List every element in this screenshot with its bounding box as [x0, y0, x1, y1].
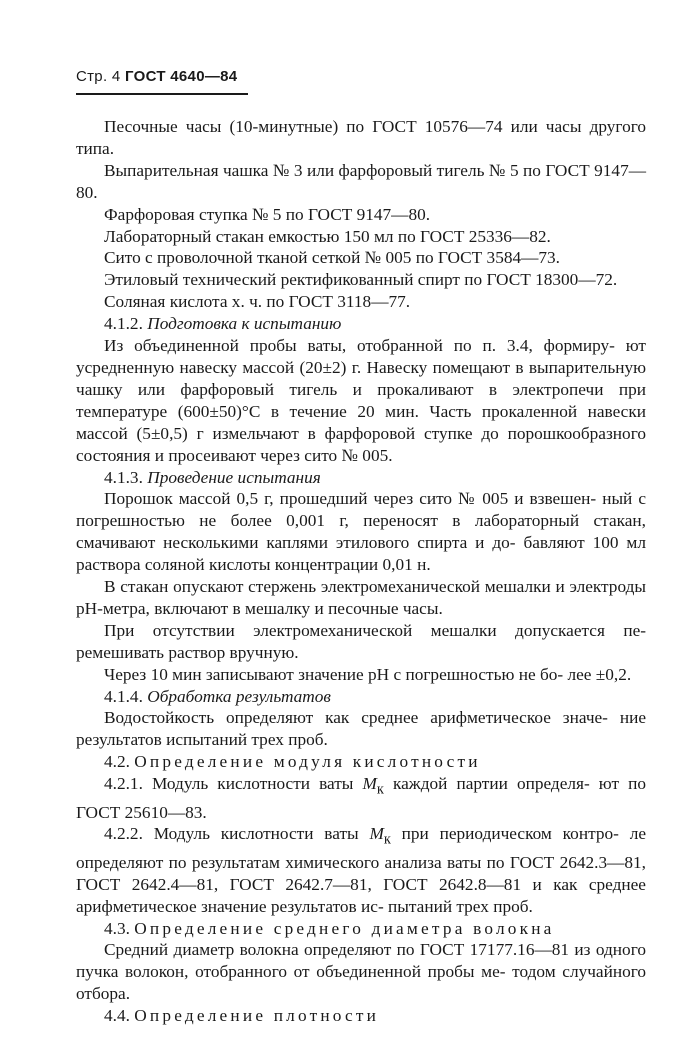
paragraph: Фарфоровая ступка № 5 по ГОСТ 9147—80. — [104, 204, 431, 224]
section-heading: 4.1.2. Подготовка к испытанию — [104, 314, 342, 334]
document-body — [76, 116, 646, 1027]
paragraph: 4.2.2. Модуль кислотности ваты $М_к$ при периодическом контро- ле определяют по результатам химического анализа ваты по ГОСТ 2642.3—81, ГОСТ 2642.4—81, ГОСТ 2642.7—81, ГОСТ 2642.8—81 и как среднее арифметическое значение результатов ис- пытаний трех проб. — [76, 824, 646, 916]
paragraph: 4.2.1. Модуль кислотности ваты $М_к$ каждой партии определя- ют по ГОСТ 25610—83. — [76, 774, 647, 822]
section-heading: 4.1.3. Проведение испытания — [104, 467, 321, 487]
paragraph: Порошок массой 0,5 г, прошедший через сито № 005 и взвешен- ный с погрешностью не более 0,001 г, переносят в лабораторный стакан, смачивают несколькими каплями этилового спирта и до- бавляют 100 мл раствора соляной кислоты концентрации 0,01 н. — [76, 489, 646, 575]
paragraph: Водостойкость определяют как среднее арифметическое значе- ние результатов испытаний трех проб. — [76, 708, 646, 750]
paragraph: Выпарительная чашка № 3 или фарфоровый тигель № 5 по ГОСТ 9147—80. — [76, 160, 646, 202]
paragraph: В стакан опускают стержень электромеханической мешалки и электроды рН-метра, включают в мешалку и песочные часы. — [76, 577, 646, 618]
paragraph: Этиловый технический ректификованный спирт по ГОСТ 18300—72. — [104, 270, 618, 290]
section-heading: 4.4. Определение плотности — [104, 1006, 380, 1026]
paragraph: Из объединенной пробы ваты, отобранной по п. 3.4, формиру- ют усредненную навеску массой (20±2) г. Навеску помещают в выпарительную чашку или фарфоровый тигель и прокаливают в электропечи при температуре (600±50)°С в течение 20 мин. Часть прокаленной навески массой (5±0,5) г измельчают в фарфоровой ступке до порошкообразного состояния и просеивают через сито № 005. — [76, 336, 647, 465]
paragraph: Лабораторный стакан емкостью 150 мл по ГОСТ 25336—82. — [104, 226, 551, 246]
section-heading: 4.2. Определение модуля кислотности — [104, 752, 481, 772]
page-label: Стр. 4 — [76, 68, 121, 85]
paragraph: Песочные часы (10-минутные) по ГОСТ 10576—74 или часы другого типа. — [76, 117, 647, 158]
paragraph: Соляная кислота х. ч. по ГОСТ 3118—77. — [104, 292, 411, 312]
header-rule — [76, 93, 248, 95]
paragraph: Средний диаметр волокна определяют по ГОСТ 17177.16—81 из одного пучка волокон, отобранного от объединенной пробы ме- тодом случайного отбора. — [76, 940, 647, 1004]
page-header — [76, 68, 237, 85]
paragraph: При отсутствии электромеханической мешалки допускается пе- ремешивать раствор вручную. — [76, 620, 646, 662]
section-heading: 4.3. Определение среднего диаметра волокна — [104, 918, 555, 938]
paragraph: Через 10 мин записывают значение рН с погрешностью не бо- лее ±0,2. — [104, 664, 632, 684]
section-heading: 4.1.4. Обработка результатов — [104, 686, 331, 706]
paragraph: Сито с проволочной тканой сеткой № 005 по ГОСТ 3584—73. — [104, 248, 561, 268]
standard-number: ГОСТ 4640—84 — [125, 68, 238, 85]
